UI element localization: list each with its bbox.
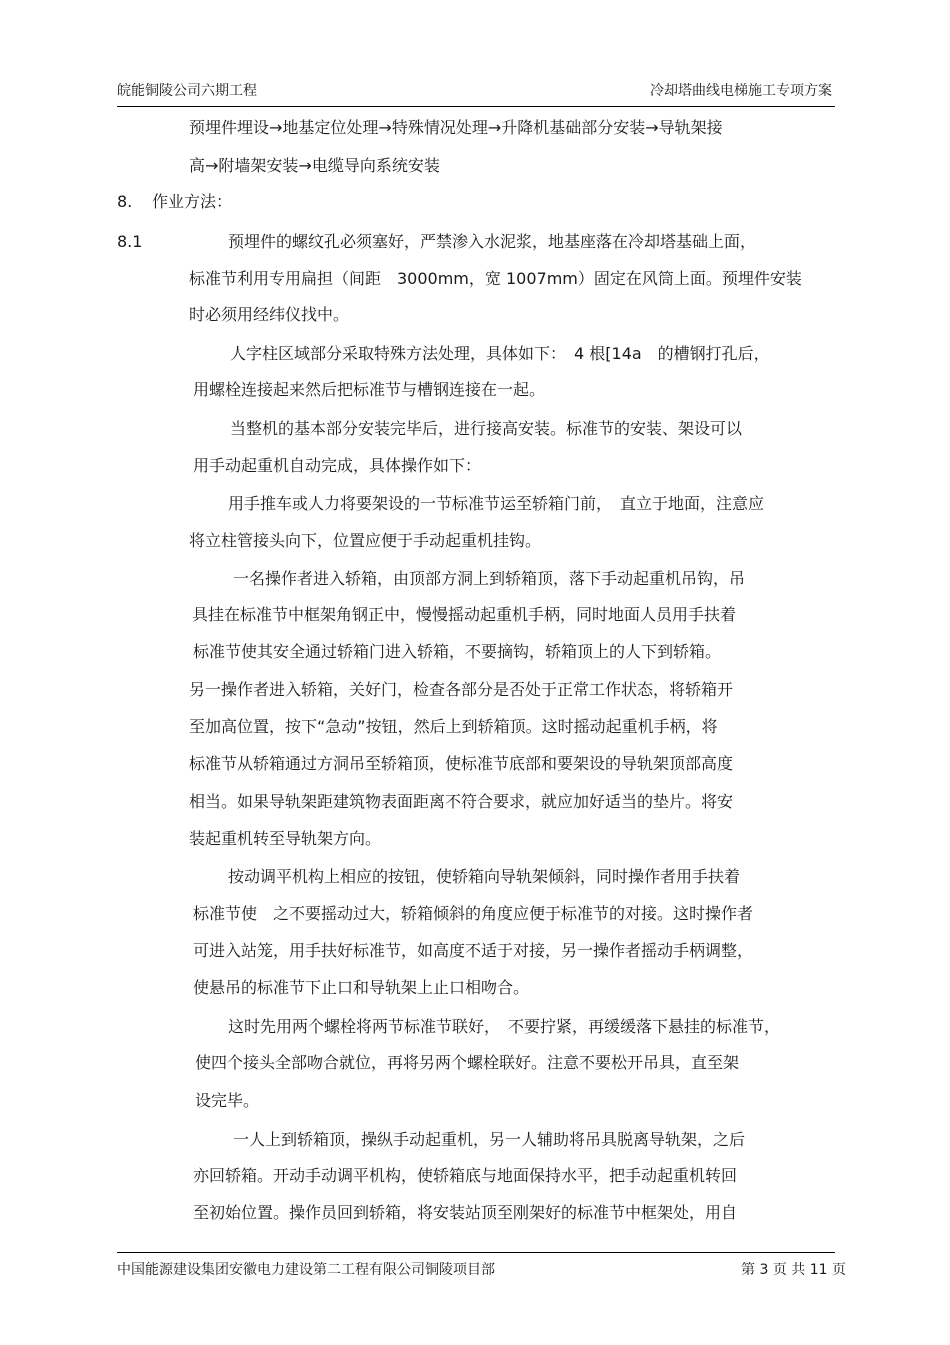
- body-line: 人字柱区域部分采取特殊方法处理，具体如下： 4 根[14a 的槽钢打孔后，: [230, 344, 770, 363]
- header-document-title: 冷却塔曲线电梯施工专项方案: [650, 83, 832, 99]
- section-number: 8.: [117, 192, 133, 211]
- body-line: 至初始位置。操作员回到轿箱，将安装站顶至刚架好的标准节中框架处，用自: [193, 1203, 738, 1222]
- subsection-number: 8.1: [117, 232, 143, 251]
- body-line: 预埋件埋设→地基定位处理→特殊情况处理→升降机基础部分安装→导轨架接: [189, 118, 723, 137]
- body-line: 一名操作者进入轿箱，由顶部方洞上到轿箱顶，落下手动起重机吊钩，吊: [233, 569, 746, 588]
- body-line: 亦回轿箱。开动手动调平机构，使轿箱底与地面保持水平，把手动起重机转回: [193, 1166, 738, 1185]
- body-line: 一人上到轿箱顶，操纵手动起重机，另一人辅助将吊具脱离导轨架，之后: [233, 1130, 746, 1149]
- footer-page-number: 第 3 页 共 11 页: [741, 1262, 846, 1278]
- body-line: 标准节利用专用扁担（间距 3000mm，宽 1007mm）固定在风筒上面。预埋件安装: [189, 269, 802, 288]
- body-line: 用手推车或人力将要架设的一节标准节运至轿箱门前， 直立于地面，注意应: [228, 494, 765, 513]
- body-line: 设完毕。: [195, 1091, 260, 1110]
- header-rule: [117, 106, 835, 107]
- body-line: 另一操作者进入轿箱，关好门，检查各部分是否处于正常工作状态，将轿箱开: [189, 680, 734, 699]
- body-line: 使悬吊的标准节下止口和导轨架上止口相吻合。: [193, 978, 530, 997]
- body-line: 标准节使 之不要摇动过大，轿箱倾斜的角度应便于标准节的对接。这时操作者: [193, 904, 754, 923]
- body-line: 可进入站笼，用手扶好标准节，如高度不适于对接，另一操作者摇动手柄调整，: [193, 941, 754, 960]
- body-line: 用螺栓连接起来然后把标准节与槽钢连接在一起。: [193, 380, 546, 399]
- body-line: 使四个接头全部吻合就位，再将另两个螺栓联好。注意不要松开吊具，直至架: [195, 1053, 740, 1072]
- body-line: 预埋件的螺纹孔必须塞好，严禁渗入水泥浆，地基座落在冷却塔基础上面，: [228, 232, 757, 251]
- body-line: 这时先用两个螺栓将两节标准节联好， 不要拧紧，再缓缓落下悬挂的标准节，: [228, 1017, 781, 1036]
- body-line: 用手动起重机自动完成，具体操作如下：: [193, 456, 482, 475]
- body-line: 装起重机转至导轨架方向。: [189, 829, 382, 848]
- body-line: 标准节使其安全通过轿箱门进入轿箱，不要摘钩，轿箱顶上的人下到轿箱。: [193, 642, 722, 661]
- body-line: 按动调平机构上相应的按钮，使轿箱向导轨架倾斜，同时操作者用手扶着: [228, 867, 741, 886]
- body-line: 具挂在标准节中框架角钢正中，慢慢摇动起重机手柄，同时地面人员用手扶着: [192, 605, 737, 624]
- body-line: 相当。如果导轨架距建筑物表面距离不符合要求，就应加好适当的垫片。将安: [189, 792, 734, 811]
- header-project-name: 皖能铜陵公司六期工程: [117, 83, 257, 99]
- body-line: 当整机的基本部分安装完毕后，进行接高安装。标准节的安装、架设可以: [230, 419, 743, 438]
- body-line: 标准节从轿箱通过方洞吊至轿箱顶，使标准节底部和要架设的导轨架顶部高度: [189, 754, 734, 773]
- body-line: 高→附墙架安装→电缆导向系统安装: [189, 156, 440, 175]
- section-heading: 作业方法：: [152, 192, 233, 211]
- body-line: 至加高位置，按下“急动”按钮，然后上到轿箱顶。这时摇动起重机手柄，将: [189, 717, 718, 736]
- body-line: 将立柱管接头向下，位置应便于手动起重机挂钩。: [189, 531, 542, 550]
- footer-organization: 中国能源建设集团安徽电力建设第二工程有限公司铜陵项目部: [117, 1262, 495, 1278]
- footer-rule: [117, 1252, 835, 1253]
- body-line: 时必须用经纬仪找中。: [189, 305, 350, 324]
